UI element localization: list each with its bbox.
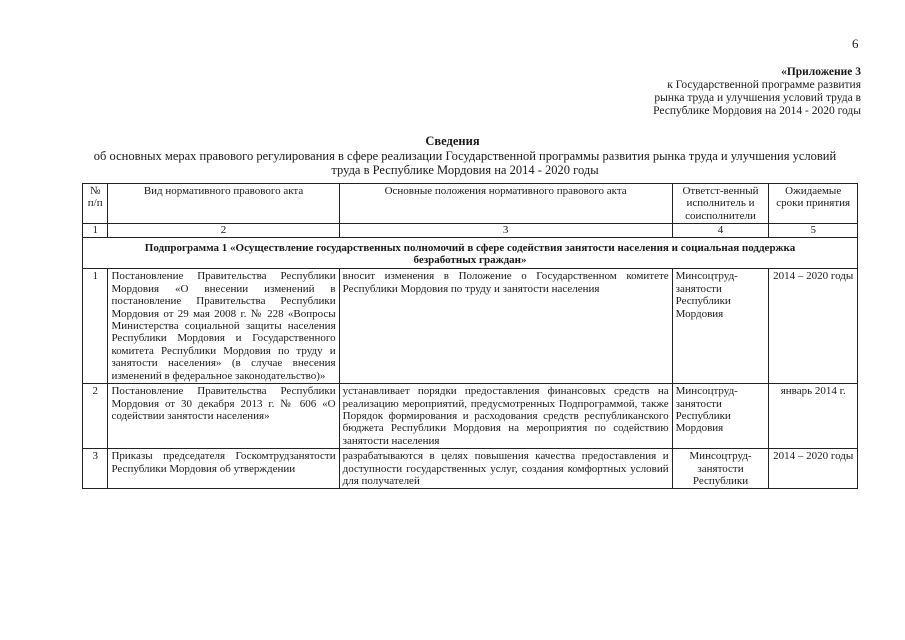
column-number-row	[83, 224, 858, 237]
column-number: 4	[672, 224, 769, 237]
row-executor: Минсоцтруд-занятости Республики	[672, 449, 769, 489]
column-number: 1	[83, 224, 108, 237]
row-provisions: разрабатываются в целях повышения качества предоставления и доступности государственных услуг, создания комфортных условий для получателей	[339, 449, 672, 489]
row-provisions: вносит изменения в Положение о Государственном комитете Республики Мордовия по труду и занятости населения	[339, 269, 672, 384]
appendix-line: к Государственной программе развития	[667, 79, 861, 91]
header-executor: Ответст-венный исполнитель и соисполнители	[672, 184, 769, 224]
row-term: 2014 – 2020 годы	[769, 269, 858, 384]
table-header-row	[83, 184, 858, 224]
header-term: Ожидаемые сроки принятия	[769, 184, 858, 224]
subprogram-title: Подпрограмма 1 «Осуществление государственных полномочий в сфере содействия занятости населения и социальная поддержка безработных граждан»	[83, 237, 858, 269]
document-title: Сведения	[425, 134, 480, 148]
measures-table	[82, 183, 858, 489]
column-number: 3	[339, 224, 672, 237]
row-term: январь 2014 г.	[769, 384, 858, 449]
row-executor: Минсоцтруд-занятости Республики Мордовия	[672, 384, 769, 449]
column-number: 2	[108, 224, 339, 237]
subprogram-row	[83, 237, 858, 269]
row-num: 2	[83, 384, 108, 449]
header-provisions: Основные положения нормативного правового акта	[339, 184, 672, 224]
table-row	[83, 449, 858, 489]
appendix-block	[653, 66, 861, 118]
row-num: 1	[83, 269, 108, 384]
appendix-title: «Приложение 3	[781, 66, 861, 78]
row-executor: Минсоцтруд-занятости Республики Мордовия	[672, 269, 769, 384]
table-row	[83, 269, 858, 384]
table-row	[83, 384, 858, 449]
document-subtitle: об основных мерах правового регулирования в сфере реализации Государственной программы развития рынка труда и улучшения условий труда в Республике Мордовия на 2014 - 2020 годы	[93, 149, 837, 177]
page-number: 6	[852, 36, 859, 51]
row-term: 2014 – 2020 годы	[769, 449, 858, 489]
header-num: № п/п	[83, 184, 108, 224]
row-act: Постановление Правительства Республики Мордовия от 30 декабря 2013 г. № 606 «О содействии занятости населения»	[108, 384, 339, 449]
appendix-line: Республике Мордовия на 2014 - 2020 годы	[653, 105, 861, 117]
appendix-line: рынка труда и улучшения условий труда в	[654, 92, 861, 104]
row-act: Постановление Правительства Республики Мордовия «О внесении изменений в постановление Правительства Республики Мордовия от 29 мая 2008 г. № 228 «Вопросы Министерства социальной защиты населения Республики Мордовия и Государственного комитета Республики Мордовия по труду и занятости населения» (в случае внесения изменений в федеральное законодательство)»	[108, 269, 339, 384]
row-num: 3	[83, 449, 108, 489]
header-act-type: Вид нормативного правового акта	[108, 184, 339, 224]
column-number: 5	[769, 224, 858, 237]
row-act: Приказы председателя Госкомтрудзанятости Республики Мордовия об утверждении	[108, 449, 339, 489]
row-provisions: устанавливает порядки предоставления финансовых средств на реализацию мероприятий, предусмотренных Подпрограммой, также Порядок формирования и расходования средств республиканского бюджета Республики Мордовия на мероприятия по содействию занятости населения	[339, 384, 672, 449]
